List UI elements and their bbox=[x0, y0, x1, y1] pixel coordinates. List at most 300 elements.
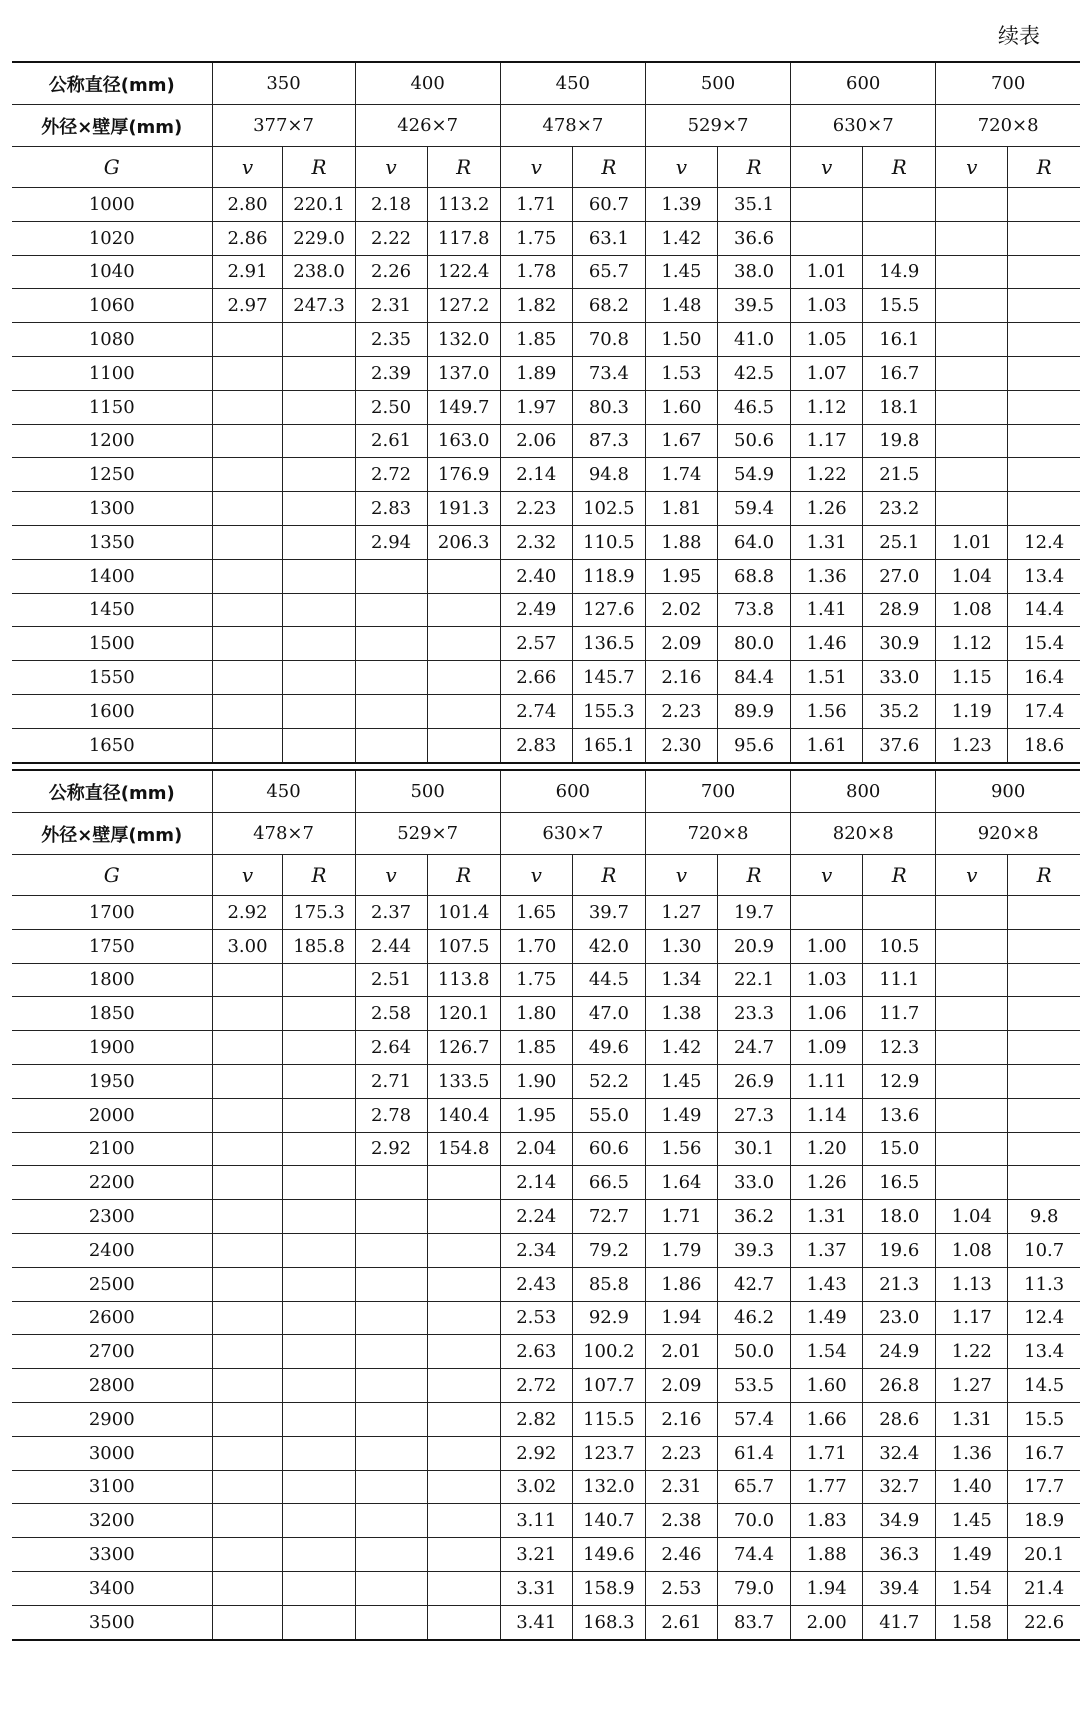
r-cell: 65.7 bbox=[572, 255, 645, 289]
v-header: v bbox=[645, 147, 717, 188]
r-cell: 39.3 bbox=[717, 1233, 790, 1267]
r-cell bbox=[427, 661, 500, 695]
r-cell: 18.0 bbox=[863, 1200, 936, 1234]
r-cell bbox=[427, 559, 500, 593]
table-row bbox=[12, 627, 1080, 661]
v-cell: 2.30 bbox=[645, 728, 717, 762]
g-cell: 3300 bbox=[12, 1538, 212, 1572]
v-cell: 2.23 bbox=[645, 694, 717, 728]
r-cell: 59.4 bbox=[717, 492, 790, 526]
r-header: R bbox=[572, 855, 645, 896]
g-cell: 1950 bbox=[12, 1064, 212, 1098]
r-cell: 132.0 bbox=[427, 323, 500, 357]
table-row bbox=[12, 694, 1080, 728]
v-cell: 1.31 bbox=[936, 1402, 1008, 1436]
v-cell bbox=[355, 593, 427, 627]
table-row bbox=[12, 424, 1080, 458]
v-cell bbox=[936, 289, 1008, 323]
r-cell: 74.4 bbox=[717, 1538, 790, 1572]
r-cell: 44.5 bbox=[572, 963, 645, 997]
r-cell bbox=[283, 1132, 355, 1166]
g-cell: 1300 bbox=[12, 492, 212, 526]
v-cell: 1.39 bbox=[645, 188, 717, 222]
r-cell: 38.0 bbox=[717, 255, 790, 289]
v-cell: 1.26 bbox=[791, 1166, 863, 1200]
outer-diameter-row bbox=[12, 105, 1080, 147]
g-cell: 3000 bbox=[12, 1436, 212, 1470]
r-cell bbox=[863, 896, 936, 930]
table-row bbox=[12, 1098, 1080, 1132]
r-cell: 107.7 bbox=[572, 1369, 645, 1403]
r-cell: 122.4 bbox=[427, 255, 500, 289]
v-cell: 2.97 bbox=[212, 289, 283, 323]
v-cell bbox=[355, 661, 427, 695]
table-row bbox=[12, 1538, 1080, 1572]
r-cell bbox=[427, 1571, 500, 1605]
v-cell: 1.74 bbox=[645, 458, 717, 492]
v-cell: 1.08 bbox=[936, 1233, 1008, 1267]
v-cell: 1.82 bbox=[500, 289, 572, 323]
r-cell: 19.7 bbox=[717, 896, 790, 930]
v-cell: 1.12 bbox=[936, 627, 1008, 661]
v-cell: 1.48 bbox=[645, 289, 717, 323]
v-cell: 1.70 bbox=[500, 929, 572, 963]
v-cell bbox=[936, 255, 1008, 289]
v-cell: 2.43 bbox=[500, 1267, 572, 1301]
v-cell: 1.75 bbox=[500, 221, 572, 255]
v-cell: 1.94 bbox=[645, 1301, 717, 1335]
g-cell: 2700 bbox=[12, 1335, 212, 1369]
r-cell bbox=[283, 1402, 355, 1436]
r-cell bbox=[283, 1436, 355, 1470]
v-cell: 2.92 bbox=[355, 1132, 427, 1166]
v-cell bbox=[212, 1470, 283, 1504]
v-cell bbox=[355, 1166, 427, 1200]
v-cell: 1.85 bbox=[500, 323, 572, 357]
r-cell bbox=[427, 728, 500, 762]
r-cell bbox=[427, 1504, 500, 1538]
table-row bbox=[12, 1571, 1080, 1605]
r-cell: 16.5 bbox=[863, 1166, 936, 1200]
nominal-diameter-label: 公称直径(mm) bbox=[12, 770, 212, 813]
table-row bbox=[12, 323, 1080, 357]
g-cell: 1800 bbox=[12, 963, 212, 997]
v-cell: 1.86 bbox=[645, 1267, 717, 1301]
r-cell bbox=[283, 661, 355, 695]
r-cell: 132.0 bbox=[572, 1470, 645, 1504]
v-cell: 2.06 bbox=[500, 424, 572, 458]
r-cell bbox=[283, 356, 355, 390]
g-cell: 1750 bbox=[12, 929, 212, 963]
v-cell bbox=[212, 627, 283, 661]
v-header: v bbox=[212, 147, 283, 188]
v-cell: 1.20 bbox=[791, 1132, 863, 1166]
v-cell bbox=[212, 1538, 283, 1572]
g-cell: 1450 bbox=[12, 593, 212, 627]
r-cell: 80.3 bbox=[572, 390, 645, 424]
r-cell: 16.4 bbox=[1008, 661, 1080, 695]
v-cell: 1.00 bbox=[791, 929, 863, 963]
v-cell bbox=[355, 1267, 427, 1301]
r-cell: 66.5 bbox=[572, 1166, 645, 1200]
r-cell bbox=[283, 1267, 355, 1301]
r-cell: 41.7 bbox=[863, 1605, 936, 1639]
v-cell: 2.66 bbox=[500, 661, 572, 695]
r-cell: 238.0 bbox=[283, 255, 355, 289]
v-cell: 2.38 bbox=[645, 1504, 717, 1538]
v-cell: 1.45 bbox=[645, 1064, 717, 1098]
outer-diameter-value: 529×7 bbox=[355, 813, 500, 855]
v-cell: 1.04 bbox=[936, 559, 1008, 593]
v-cell: 1.88 bbox=[791, 1538, 863, 1572]
v-cell: 1.80 bbox=[500, 997, 572, 1031]
r-cell: 52.2 bbox=[572, 1064, 645, 1098]
r-cell bbox=[283, 694, 355, 728]
table-row bbox=[12, 1267, 1080, 1301]
g-cell: 1250 bbox=[12, 458, 212, 492]
r-cell bbox=[1008, 1132, 1080, 1166]
table-row bbox=[12, 1402, 1080, 1436]
v-cell bbox=[936, 929, 1008, 963]
r-cell bbox=[283, 458, 355, 492]
g-cell: 1600 bbox=[12, 694, 212, 728]
v-cell: 1.81 bbox=[645, 492, 717, 526]
v-cell bbox=[212, 492, 283, 526]
v-cell bbox=[936, 1166, 1008, 1200]
v-cell: 1.23 bbox=[936, 728, 1008, 762]
r-cell: 21.3 bbox=[863, 1267, 936, 1301]
v-cell: 1.01 bbox=[936, 525, 1008, 559]
r-cell: 27.3 bbox=[717, 1098, 790, 1132]
v-cell: 2.09 bbox=[645, 627, 717, 661]
v-cell: 2.46 bbox=[645, 1538, 717, 1572]
g-cell: 3100 bbox=[12, 1470, 212, 1504]
v-cell: 1.95 bbox=[500, 1098, 572, 1132]
nominal-diameter-value: 500 bbox=[355, 770, 500, 813]
table-row bbox=[12, 390, 1080, 424]
v-header: v bbox=[645, 855, 717, 896]
outer-diameter-value: 478×7 bbox=[212, 813, 355, 855]
r-cell: 92.9 bbox=[572, 1301, 645, 1335]
r-cell: 50.6 bbox=[717, 424, 790, 458]
table-row bbox=[12, 1031, 1080, 1065]
r-cell: 12.9 bbox=[863, 1064, 936, 1098]
v-cell bbox=[212, 1402, 283, 1436]
r-cell: 15.5 bbox=[863, 289, 936, 323]
r-cell: 73.8 bbox=[717, 593, 790, 627]
g-cell: 2000 bbox=[12, 1098, 212, 1132]
v-cell bbox=[212, 1335, 283, 1369]
r-cell: 10.7 bbox=[1008, 1233, 1080, 1267]
table-row bbox=[12, 1605, 1080, 1639]
r-cell: 13.4 bbox=[1008, 1335, 1080, 1369]
v-cell: 2.61 bbox=[645, 1605, 717, 1639]
r-cell: 154.8 bbox=[427, 1132, 500, 1166]
v-cell: 2.53 bbox=[500, 1301, 572, 1335]
g-cell: 1100 bbox=[12, 356, 212, 390]
g-cell: 1650 bbox=[12, 728, 212, 762]
r-cell: 127.6 bbox=[572, 593, 645, 627]
v-cell: 2.40 bbox=[500, 559, 572, 593]
r-cell bbox=[1008, 255, 1080, 289]
r-cell: 16.1 bbox=[863, 323, 936, 357]
v-cell: 1.36 bbox=[791, 559, 863, 593]
r-cell bbox=[283, 1166, 355, 1200]
r-cell: 27.0 bbox=[863, 559, 936, 593]
r-cell bbox=[427, 1335, 500, 1369]
r-cell: 11.7 bbox=[863, 997, 936, 1031]
v-cell: 1.65 bbox=[500, 896, 572, 930]
v-cell: 2.34 bbox=[500, 1233, 572, 1267]
v-cell: 1.38 bbox=[645, 997, 717, 1031]
v-cell: 2.63 bbox=[500, 1335, 572, 1369]
r-cell bbox=[1008, 963, 1080, 997]
r-cell: 229.0 bbox=[283, 221, 355, 255]
v-cell: 1.31 bbox=[791, 525, 863, 559]
r-cell: 25.1 bbox=[863, 525, 936, 559]
pipe-table-1 bbox=[12, 61, 1080, 764]
r-cell: 35.1 bbox=[717, 188, 790, 222]
v-cell bbox=[355, 1571, 427, 1605]
table-row bbox=[12, 929, 1080, 963]
v-cell: 1.75 bbox=[500, 963, 572, 997]
r-cell bbox=[1008, 188, 1080, 222]
r-cell bbox=[283, 390, 355, 424]
r-cell: 149.6 bbox=[572, 1538, 645, 1572]
r-cell: 24.7 bbox=[717, 1031, 790, 1065]
r-cell: 28.9 bbox=[863, 593, 936, 627]
r-cell: 13.4 bbox=[1008, 559, 1080, 593]
g-cell: 1020 bbox=[12, 221, 212, 255]
outer-diameter-value: 820×8 bbox=[791, 813, 936, 855]
v-cell bbox=[212, 1571, 283, 1605]
r-cell: 84.4 bbox=[717, 661, 790, 695]
v-cell bbox=[936, 963, 1008, 997]
g-cell: 2100 bbox=[12, 1132, 212, 1166]
r-cell: 65.7 bbox=[717, 1470, 790, 1504]
r-cell: 22.6 bbox=[1008, 1605, 1080, 1639]
v-cell bbox=[355, 1504, 427, 1538]
v-cell bbox=[936, 1132, 1008, 1166]
v-cell: 2.92 bbox=[212, 896, 283, 930]
r-cell bbox=[427, 1605, 500, 1639]
r-cell: 12.4 bbox=[1008, 1301, 1080, 1335]
r-cell: 26.9 bbox=[717, 1064, 790, 1098]
r-cell: 33.0 bbox=[863, 661, 936, 695]
v-cell bbox=[936, 997, 1008, 1031]
v-cell: 1.34 bbox=[645, 963, 717, 997]
r-cell: 39.7 bbox=[572, 896, 645, 930]
v-cell: 1.51 bbox=[791, 661, 863, 695]
table-row bbox=[12, 963, 1080, 997]
g-cell: 2300 bbox=[12, 1200, 212, 1234]
r-cell: 22.1 bbox=[717, 963, 790, 997]
outer-diameter-value: 630×7 bbox=[500, 813, 645, 855]
r-cell bbox=[427, 1200, 500, 1234]
outer-diameter-value: 720×8 bbox=[936, 105, 1080, 147]
v-cell: 2.26 bbox=[355, 255, 427, 289]
r-cell bbox=[1008, 997, 1080, 1031]
nominal-diameter-value: 450 bbox=[500, 62, 645, 105]
r-cell bbox=[283, 1335, 355, 1369]
r-cell: 46.5 bbox=[717, 390, 790, 424]
r-cell bbox=[427, 593, 500, 627]
r-cell bbox=[1008, 929, 1080, 963]
v-cell: 2.61 bbox=[355, 424, 427, 458]
r-cell: 155.3 bbox=[572, 694, 645, 728]
v-cell bbox=[212, 323, 283, 357]
r-cell: 68.8 bbox=[717, 559, 790, 593]
r-cell bbox=[283, 525, 355, 559]
v-cell: 2.23 bbox=[500, 492, 572, 526]
g-cell: 1080 bbox=[12, 323, 212, 357]
v-cell bbox=[355, 1301, 427, 1335]
r-cell: 36.6 bbox=[717, 221, 790, 255]
r-cell: 50.0 bbox=[717, 1335, 790, 1369]
r-cell: 137.0 bbox=[427, 356, 500, 390]
nominal-diameter-value: 500 bbox=[645, 62, 790, 105]
r-cell bbox=[283, 997, 355, 1031]
r-cell: 11.3 bbox=[1008, 1267, 1080, 1301]
r-cell bbox=[283, 1504, 355, 1538]
v-cell: 1.67 bbox=[645, 424, 717, 458]
v-cell bbox=[936, 896, 1008, 930]
r-cell: 79.2 bbox=[572, 1233, 645, 1267]
r-cell: 127.2 bbox=[427, 289, 500, 323]
r-cell: 18.1 bbox=[863, 390, 936, 424]
r-cell: 149.7 bbox=[427, 390, 500, 424]
v-cell bbox=[355, 627, 427, 661]
variable-header-row bbox=[12, 147, 1080, 188]
r-header: R bbox=[283, 855, 355, 896]
v-cell: 1.05 bbox=[791, 323, 863, 357]
v-cell: 1.79 bbox=[645, 1233, 717, 1267]
v-cell: 1.61 bbox=[791, 728, 863, 762]
nominal-diameter-value: 350 bbox=[212, 62, 355, 105]
v-cell: 1.09 bbox=[791, 1031, 863, 1065]
v-cell: 1.12 bbox=[791, 390, 863, 424]
pipe-table-2 bbox=[12, 769, 1080, 1641]
r-cell: 102.5 bbox=[572, 492, 645, 526]
v-cell: 1.60 bbox=[645, 390, 717, 424]
r-cell: 72.7 bbox=[572, 1200, 645, 1234]
v-cell: 2.50 bbox=[355, 390, 427, 424]
g-cell: 1550 bbox=[12, 661, 212, 695]
v-cell bbox=[212, 1369, 283, 1403]
r-cell bbox=[427, 1470, 500, 1504]
variable-header-row bbox=[12, 855, 1080, 896]
v-cell: 2.94 bbox=[355, 525, 427, 559]
v-cell: 1.08 bbox=[936, 593, 1008, 627]
v-cell: 1.54 bbox=[936, 1571, 1008, 1605]
v-cell bbox=[212, 963, 283, 997]
v-cell: 2.83 bbox=[355, 492, 427, 526]
r-cell bbox=[283, 963, 355, 997]
v-cell: 2.31 bbox=[645, 1470, 717, 1504]
v-cell: 3.31 bbox=[500, 1571, 572, 1605]
pipe-table-body bbox=[12, 770, 1080, 1640]
v-cell bbox=[791, 188, 863, 222]
v-cell bbox=[355, 1200, 427, 1234]
v-cell bbox=[355, 1402, 427, 1436]
v-cell: 1.17 bbox=[936, 1301, 1008, 1335]
r-cell: 185.8 bbox=[283, 929, 355, 963]
table-row bbox=[12, 1064, 1080, 1098]
outer-diameter-value: 920×8 bbox=[936, 813, 1080, 855]
nominal-diameter-row bbox=[12, 62, 1080, 105]
v-cell: 1.58 bbox=[936, 1605, 1008, 1639]
v-cell: 2.71 bbox=[355, 1064, 427, 1098]
continued-label: 续表 bbox=[998, 24, 1040, 48]
r-cell: 53.5 bbox=[717, 1369, 790, 1403]
r-cell: 15.5 bbox=[1008, 1402, 1080, 1436]
r-cell: 113.2 bbox=[427, 188, 500, 222]
r-cell: 113.8 bbox=[427, 963, 500, 997]
g-cell: 2600 bbox=[12, 1301, 212, 1335]
g-cell: 2200 bbox=[12, 1166, 212, 1200]
v-cell: 1.26 bbox=[791, 492, 863, 526]
v-cell: 1.54 bbox=[791, 1335, 863, 1369]
v-cell: 1.64 bbox=[645, 1166, 717, 1200]
v-cell: 1.56 bbox=[645, 1132, 717, 1166]
outer-diameter-value: 720×8 bbox=[645, 813, 790, 855]
r-cell: 11.1 bbox=[863, 963, 936, 997]
r-cell bbox=[1008, 323, 1080, 357]
r-cell bbox=[283, 1605, 355, 1639]
v-cell: 1.36 bbox=[936, 1436, 1008, 1470]
r-cell: 20.1 bbox=[1008, 1538, 1080, 1572]
v-cell: 2.39 bbox=[355, 356, 427, 390]
table-row bbox=[12, 255, 1080, 289]
v-header: v bbox=[500, 147, 572, 188]
nominal-diameter-value: 450 bbox=[212, 770, 355, 813]
r-cell bbox=[427, 1301, 500, 1335]
r-header: R bbox=[572, 147, 645, 188]
g-cell: 1850 bbox=[12, 997, 212, 1031]
v-cell: 2.31 bbox=[355, 289, 427, 323]
r-cell bbox=[283, 323, 355, 357]
v-cell: 2.64 bbox=[355, 1031, 427, 1065]
v-cell: 2.78 bbox=[355, 1098, 427, 1132]
r-cell: 64.0 bbox=[717, 525, 790, 559]
v-cell bbox=[212, 559, 283, 593]
nominal-diameter-value: 400 bbox=[355, 62, 500, 105]
v-cell: 2.49 bbox=[500, 593, 572, 627]
r-cell: 17.7 bbox=[1008, 1470, 1080, 1504]
v-header: v bbox=[212, 855, 283, 896]
v-cell bbox=[355, 1605, 427, 1639]
v-cell: 1.53 bbox=[645, 356, 717, 390]
v-cell: 1.94 bbox=[791, 1571, 863, 1605]
r-cell: 23.3 bbox=[717, 997, 790, 1031]
table-row bbox=[12, 1436, 1080, 1470]
v-header: v bbox=[791, 855, 863, 896]
g-cell: 1500 bbox=[12, 627, 212, 661]
r-cell: 49.6 bbox=[572, 1031, 645, 1065]
v-cell: 2.22 bbox=[355, 221, 427, 255]
outer-diameter-value: 630×7 bbox=[791, 105, 936, 147]
r-cell: 19.6 bbox=[863, 1233, 936, 1267]
v-cell bbox=[212, 1233, 283, 1267]
r-cell bbox=[1008, 1098, 1080, 1132]
v-cell: 1.49 bbox=[645, 1098, 717, 1132]
r-cell: 13.6 bbox=[863, 1098, 936, 1132]
r-header: R bbox=[1008, 855, 1080, 896]
table-row bbox=[12, 593, 1080, 627]
r-header: R bbox=[717, 147, 790, 188]
nominal-diameter-value: 600 bbox=[791, 62, 936, 105]
g-cell: 1060 bbox=[12, 289, 212, 323]
